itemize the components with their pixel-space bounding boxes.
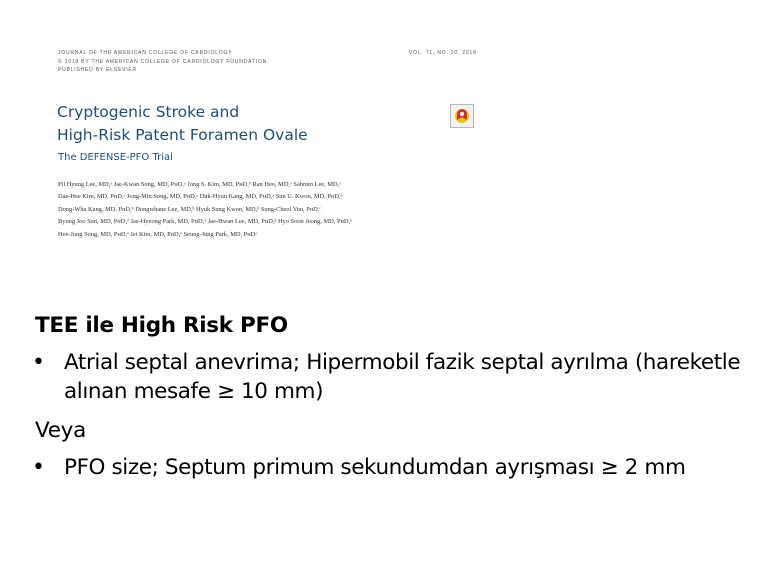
article-title-line-1: Cryptogenic Stroke and <box>57 103 240 121</box>
author-line-1: Pil Hyung Lee, MD,ᵃ Jae-Kwan Song, MD, PʜD,ᵃ Jong S. Kim, MD, PʜD,ᵇ Ran Heo, MD,ᵃ Sahmin Lee, MD,ᵃ <box>58 181 341 188</box>
journal-name: JOURNAL OF THE AMERICAN COLLEGE OF CARDIOLOGY <box>58 50 233 56</box>
publisher-line: PUBLISHED BY ELSEVIER <box>58 67 137 73</box>
article-title <box>57 101 308 147</box>
author-line-4: Byung Joo Sun, MD, PʜD,ᵈ Jae-Hyeong Park, MD, PʜD,ᵈ Jae-Hwan Lee, MD, PʜD,ᵈ Hyo Soon Jeong, MD, PʜD,ᵉ <box>58 218 352 226</box>
author-line-2: Dae-Hee Kim, MD, PʜD,ᵃ Jong-Min Song, MD, PʜD,ᵃ Duk-Hyun Kang, MD, PʜD,ᵃ Sun U. Kwon, MD, PʜD,ᵇ <box>58 193 343 201</box>
slide-heading: TEE ile High Risk PFO <box>35 313 288 338</box>
copyright-line: © 2018 BY THE AMERICAN COLLEGE OF CARDIOLOGY FOUNDATION <box>58 58 268 65</box>
bullet-symbol: • <box>32 350 45 375</box>
author-list <box>58 179 352 241</box>
bullet-item-2 <box>32 453 779 482</box>
crossmark-icon[interactable] <box>450 104 474 128</box>
crossmark-glyph <box>451 105 473 127</box>
bullet-text-2: PFO size; Septum primum sekundumdan ayrışması ≥ 2 mm <box>64 455 686 480</box>
article-title-line-2: High-Risk Patent Foramen Ovale <box>57 126 308 144</box>
author-line-5: Hee-Jung Song, MD, PʜD,ᵉ Jei Kim, MD, PʜD,ᵉ Seung-Jung Park, MD, PʜDᵃ <box>58 230 258 238</box>
article-subtitle: The DEFENSE-PFO Trial <box>58 152 173 163</box>
connector-text: Veya <box>35 418 86 443</box>
bullet-symbol: • <box>32 455 45 480</box>
volume-info: VOL. 71, NO. 20, 2018 <box>409 50 477 56</box>
bullet-item-1 <box>32 348 779 406</box>
bullet-text-1: Atrial septal anevrima; Hipermobil fazik septal ayrılma (hareketle alınan mesafe ≥ 10 mm) <box>64 350 741 404</box>
author-line-3: Dong-Wha Kang, MD, PʜD,ᵇ Dongwhane Lee, MD,ᵇ Hyuk Sung Kwon, MD,ᵇ Sung-Cheol Yun, PʜD,ᶜ <box>58 205 322 213</box>
